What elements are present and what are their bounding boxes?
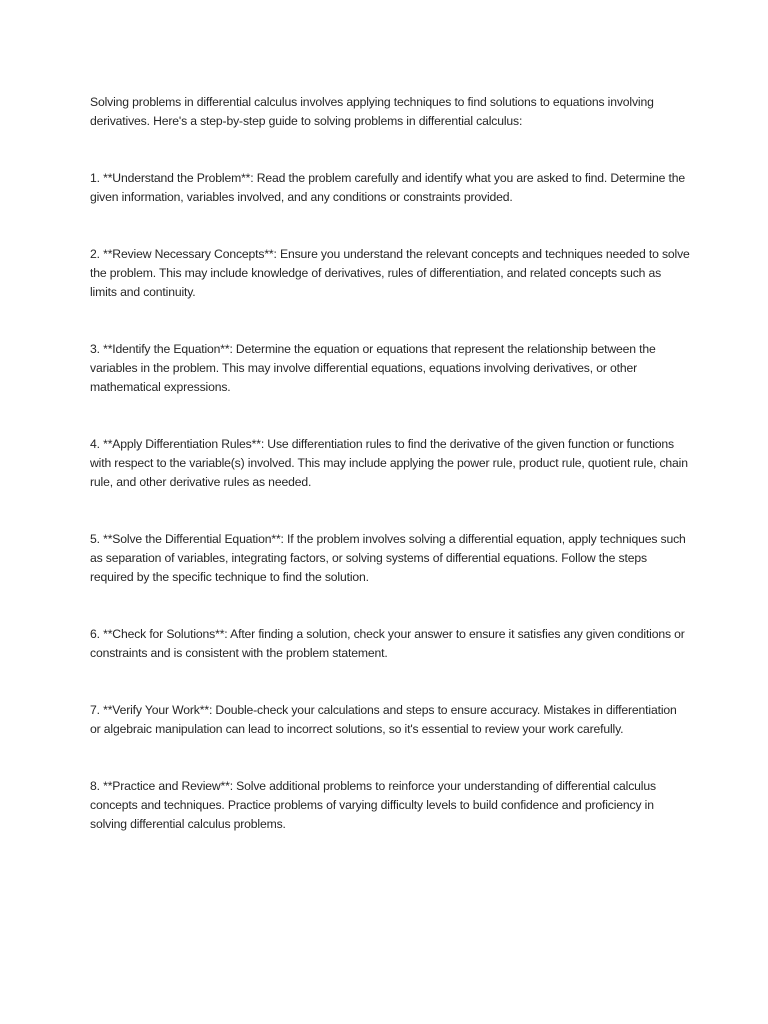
step-paragraph-5: 5. **Solve the Differential Equation**: If the problem involves solving a differential equation, apply techniques such as separation of variables, integrating factors, or solving systems of differential equations. Follow the steps required by the specific technique to find the solution. — [90, 532, 686, 584]
step-paragraph-4: 4. **Apply Differentiation Rules**: Use differentiation rules to find the derivative of the given function or functions with respect to the variable(s) involved. This may include applying the power rule, product rule, quotient rule, chain rule, and other derivative rules as needed. — [90, 437, 688, 489]
step-paragraph-3: 3. **Identify the Equation**: Determine the equation or equations that represent the relationship between the variables in the problem. This may involve differential equations, equations involving derivatives, or other mathematical expressions. — [90, 342, 656, 394]
document-body — [90, 93, 690, 872]
step-paragraph-2: 2. **Review Necessary Concepts**: Ensure you understand the relevant concepts and techniques needed to solve the problem. This may include knowledge of derivatives, rules of differentiation, and related concepts such as limits and continuity. — [90, 247, 690, 299]
step-paragraph-7: 7. **Verify Your Work**: Double-check your calculations and steps to ensure accuracy. Mistakes in differentiation or algebraic manipulation can lead to incorrect solutions, so it's essential to review your work carefully. — [90, 703, 677, 736]
step-paragraph-8: 8. **Practice and Review**: Solve additional problems to reinforce your understanding of differential calculus concepts and techniques. Practice problems of varying difficulty levels to build confidence and proficiency in solving differential calculus problems. — [90, 779, 656, 831]
step-paragraph-1: 1. **Understand the Problem**: Read the problem carefully and identify what you are asked to find. Determine the given information, variables involved, and any conditions or constraints provided. — [90, 171, 685, 204]
step-paragraph-6: 6. **Check for Solutions**: After finding a solution, check your answer to ensure it satisfies any given conditions or constraints and is consistent with the problem statement. — [90, 627, 685, 660]
intro-paragraph: Solving problems in differential calculus involves applying techniques to find solutions to equations involving derivatives. Here's a step-by-step guide to solving problems in differential calculus: — [90, 95, 654, 128]
